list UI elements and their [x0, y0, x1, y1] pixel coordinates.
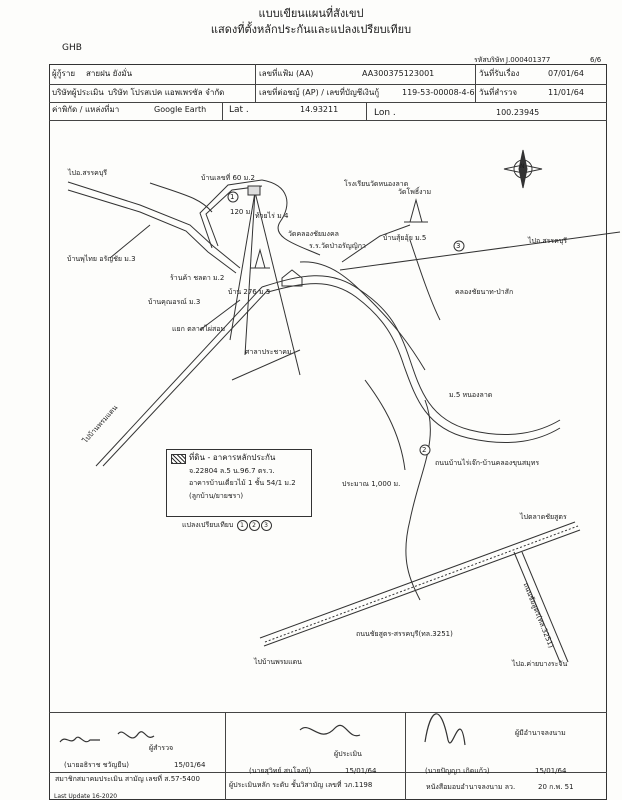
legend-line2: จ.22804 ล.5 น.96.7 ตร.ว. [189, 467, 275, 475]
page-number: 6/6 [590, 56, 602, 64]
label-road-bottom: ถนนชัยสูตร-สรรคบุรี(ทล.3251) [356, 630, 453, 638]
label-to-khao: ไปบ้านพรมแดน [81, 403, 120, 445]
sig3-org: หนังสือมอบอำนาจลงนาม ลว. [426, 783, 516, 791]
company-value: บริษัท โปรสเปค แอพเพรซัล จำกัด [108, 88, 225, 97]
label-tai-village: ท้ายไร่ ม.4 [255, 212, 289, 220]
marker-3-label: 3 [456, 242, 461, 250]
ap-label: เลขที่ต่อชญ์ (AP) / เลขที่บัญชีเงินกู้ [259, 88, 380, 97]
sig1-role: ผู้สำรวจ [149, 744, 174, 752]
sig1-name: (นายอธิราช ชวัญยืน) [64, 761, 129, 769]
label-to-sanburi-bottom: ไปบ้านพรมแดน [254, 658, 302, 666]
bank-label: GHB [62, 43, 82, 53]
received-label: วันที่รับเรื่อง [479, 69, 520, 78]
sig2-name: (นายสุวิทย์ สนโจงบ์) [249, 767, 312, 775]
document-title: แบบเขียนแผนที่สังเขป [258, 7, 364, 20]
footer-update: Last Update 16-2020 [54, 793, 118, 800]
label-ban-phu2: บ้านพุไทย อรัญชัย ม.3 [67, 255, 136, 263]
sig3-name: (นายปัญญา เกิดแก้ว) [425, 767, 490, 775]
coord-source: Google Earth [154, 105, 207, 114]
label-ban-276: บ้าน 276 ม.3 [228, 288, 271, 296]
label-to-sanburi-right: ไปอ.สรรคบุรี [528, 237, 568, 245]
ref-code: J.000401377 [506, 56, 551, 64]
sig1-org: สมาชิกสมาคมประเมิน สามัญ เลขที่ ส.57-5400 [55, 775, 200, 783]
signature-1b [118, 732, 154, 738]
coord-label: ค่าพิกัด / แหล่งที่มา [52, 105, 120, 114]
label-dist-120: 120 ม. [230, 208, 253, 216]
label-approx: ประมาณ 1,000 ม. [342, 480, 401, 488]
client-label: ผู้กู้ราย [52, 69, 76, 78]
compare-1: 1 [237, 520, 248, 531]
label-to-sanburi: ไปอ.สรรคบุรี [68, 169, 108, 177]
compare-2: 2 [249, 520, 260, 531]
legend-line4: (ลูกบ้าน/ยายชรา) [189, 492, 244, 500]
ap-value: 119-53-00008-4-6 [402, 88, 475, 97]
label-wat2: วัดโพธิ์งาม [398, 188, 432, 196]
sig3-date: 15/01/64 [535, 767, 567, 775]
sig2-org: ผู้ประเมินหลัก ระดับ ชั้นวิสามัญ เลขที่ วภ.1198 [229, 781, 373, 789]
sig3-org-date: 20 ก.พ. 51 [538, 783, 574, 791]
sig2-role: ผู้ประเมิน [334, 750, 362, 758]
marker-1-label: 1 [230, 193, 235, 201]
survey-label: วันที่สำรวจ [479, 88, 518, 97]
label-shop: ศาลาประชาคม [245, 348, 292, 356]
label-mart: บ้านคุณอรณ์ ม.3 [148, 298, 201, 306]
ref-label: รหัสบริษัท [474, 56, 505, 64]
client-value: สายฝน ยังมั่น [86, 69, 133, 78]
company-label: บริษัทผู้ประเมิน [52, 88, 104, 97]
label-school: โรงเรียนวัดหนองลาด [344, 180, 409, 188]
document-subtitle: แสดงที่ตั้งหลักประกันและแปลงเปรียบเทียบ [210, 23, 412, 36]
label-road-main: ถนนบ้านไร่เจ๊ก-บ้านคลองขุนสมุทร [435, 459, 540, 467]
label-to-market: ไปตลาดชัยสูตร [520, 513, 567, 521]
signature-1 [60, 737, 100, 742]
north-label: N [520, 163, 525, 170]
label-m2: ม.5 หนองลาด [449, 391, 493, 399]
label-cross: แยก ตลาดไผ่สอม [172, 325, 226, 333]
label-ban-road: บ้านเลขที่ 60 ม.2 [201, 174, 255, 182]
lon-label: Lon . [374, 108, 396, 118]
lon-value: 100.23945 [496, 108, 540, 117]
label-ban-phu: บ้านสุ้ยอุ้ย ม.5 [383, 234, 427, 242]
label-road-right: ถนนชัยสูตร(ทล.3251) [521, 581, 556, 650]
sig1-date: 15/01/64 [174, 761, 206, 769]
label-chao: ร้านค้า ชลดา ม.2 [170, 274, 225, 282]
compare-3: 3 [261, 520, 272, 531]
lat-label: Lat . [229, 105, 249, 115]
legend-line3: อาคารบ้านเดี่ยวไม้ 1 ชั้น 54/1 ม.2 [189, 479, 296, 487]
label-wat: วัดคลองชัยมงคล [288, 230, 339, 238]
signature-2 [300, 725, 360, 735]
survey-value: 11/01/64 [548, 88, 584, 97]
received-value: 07/01/64 [548, 69, 584, 78]
label-to-bangrachan: ไปอ.ค่ายบางระจัน [512, 660, 568, 668]
label-chao-right: ร.ร.วัดป่าอรัญญิกา [309, 242, 366, 250]
sig3-role: ผู้มีอำนาจลงนาม [515, 729, 566, 737]
legend-line1: ที่ดิน - อาคารหลักประกัน [189, 453, 276, 462]
marker-2-label: 2 [422, 446, 427, 454]
file-label: เลขที่แฟ้ม (AA) [259, 69, 314, 78]
signature-3 [425, 714, 465, 745]
label-canal: คลองชัยนาท-ป่าสัก [455, 288, 514, 296]
file-value: AA300375123001 [362, 69, 435, 78]
sig2-date: 15/01/64 [345, 767, 377, 775]
compare-label: แปลงเปรียบเทียบ [182, 521, 234, 529]
lat-value: 14.93211 [300, 105, 339, 114]
